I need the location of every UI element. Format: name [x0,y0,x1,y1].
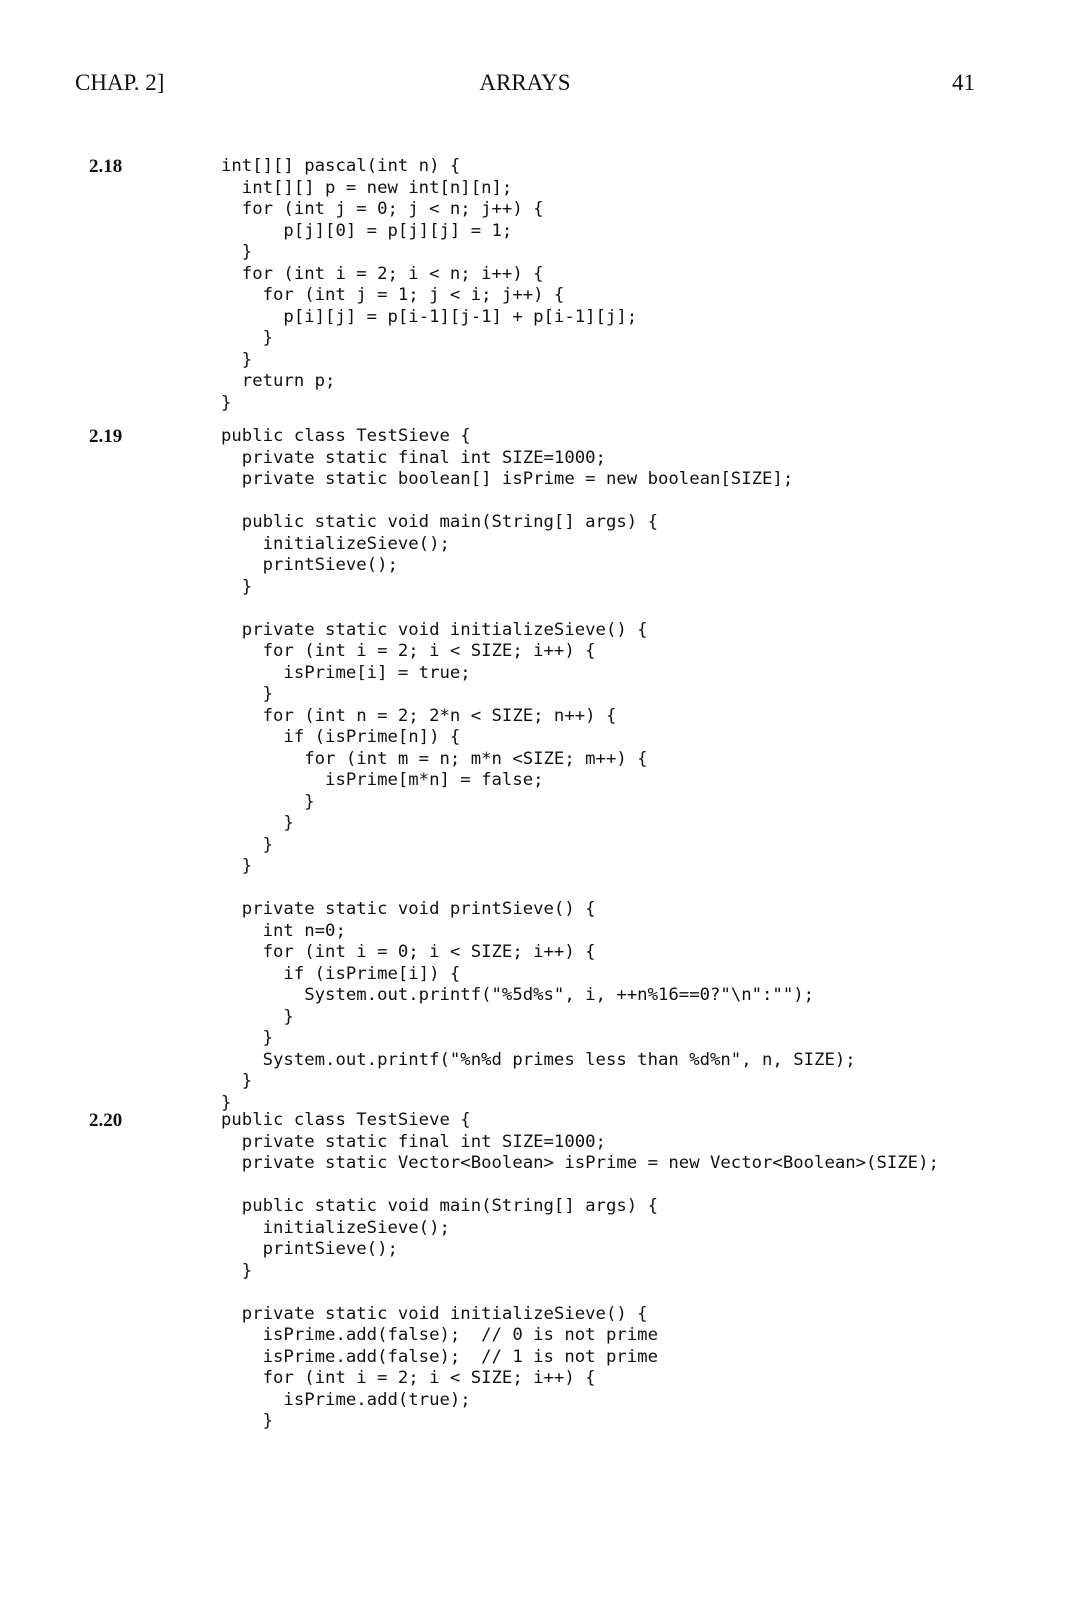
code-line: int[][] pascal(int n) { [221,156,461,176]
code-line: } [221,576,253,597]
code-line [221,1282,939,1304]
code-line [221,491,856,513]
code-line: isPrime.add(true); [221,1389,471,1410]
code-line: public static void main(String[] args) { [221,512,658,532]
code-line: System.out.printf("%5d%s", i, ++n%16==0?"\n":""); [221,985,815,1005]
code-line: isPrime[i] = true; [221,662,471,683]
problem-number: 2.19 [89,426,123,447]
code-block [221,426,856,1114]
code-line: public class TestSieve { [221,426,471,446]
code-line: } [221,1411,274,1431]
code-block [221,156,637,414]
code-line: for (int n = 2; 2*n < SIZE; n++) { [221,705,617,726]
chapter-title: ARRAYS [479,70,571,95]
code-line: } [221,328,274,348]
code-line: printSieve(); [221,1239,398,1259]
code-line: private static void printSieve() { [221,899,596,919]
code-line [221,878,856,900]
code-line: for (int m = n; m*n <SIZE; m++) { [221,748,648,769]
code-line: initializeSieve(); [221,533,450,554]
code-line: } [221,1260,253,1281]
code-line: for (int i = 2; i < SIZE; i++) { [221,1368,596,1388]
code-line: } [221,1071,253,1091]
code-line: int[][] p = new int[n][n]; [221,177,513,198]
code-line: System.out.printf("%n%d primes less than %d%n", n, SIZE); [221,1049,856,1070]
code-line: public static void main(String[] args) { [221,1196,658,1216]
code-line: private static boolean[] isPrime = new boolean[SIZE]; [221,469,794,489]
code-line: } [221,834,274,855]
page-number: 41 [952,70,975,95]
code-line: } [221,684,274,704]
code-line: for (int i = 2; i < SIZE; i++) { [221,641,596,661]
code-line: for (int i = 2; i < n; i++) { [221,263,544,284]
code-line: int n=0; [221,920,346,941]
code-block [221,1110,939,1433]
code-line [221,1175,939,1197]
code-line: } [221,791,315,812]
code-line: return p; [221,371,336,391]
chapter-label: CHAP. 2] [75,70,165,95]
code-line: p[i][j] = p[i-1][j-1] + p[i-1][j]; [221,306,638,327]
code-line: isPrime.add(false); // 1 is not prime [221,1346,658,1367]
code-line [221,598,856,620]
code-line: } [221,1028,274,1048]
code-line: private static void initializeSieve() { [221,619,648,640]
code-line: for (int i = 0; i < SIZE; i++) { [221,942,596,962]
code-line: for (int j = 0; j < n; j++) { [221,199,544,219]
code-line: private static Vector<Boolean> isPrime = new Vector<Boolean>(SIZE); [221,1153,939,1173]
code-line: isPrime.add(false); // 0 is not prime [221,1325,658,1345]
code-line: initializeSieve(); [221,1217,450,1238]
code-line: } [221,392,232,413]
page-header [75,70,975,100]
code-line: } [221,813,294,833]
code-line: } [221,856,253,876]
code-line: private static void initializeSieve() { [221,1303,648,1324]
code-line: if (isPrime[n]) { [221,727,461,747]
problem-number: 2.18 [89,156,123,177]
problem-number: 2.20 [89,1110,123,1131]
code-line: isPrime[m*n] = false; [221,770,544,790]
code-line: } [221,242,253,262]
code-line: if (isPrime[i]) { [221,963,461,984]
code-line: public class TestSieve { [221,1110,471,1130]
code-line: p[j][0] = p[j][j] = 1; [221,220,513,241]
code-line: for (int j = 1; j < i; j++) { [221,285,565,305]
code-line: } [221,349,253,370]
code-line: private static final int SIZE=1000; [221,447,606,468]
code-line: } [221,1092,232,1113]
code-line: private static final int SIZE=1000; [221,1131,606,1152]
code-line: printSieve(); [221,555,398,575]
code-line: } [221,1006,294,1027]
